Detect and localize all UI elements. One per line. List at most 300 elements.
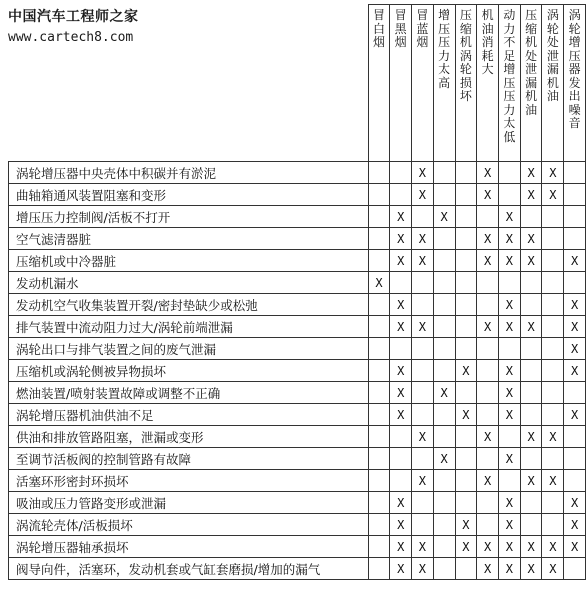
x-mark: X xyxy=(570,341,579,356)
table-row xyxy=(9,514,586,536)
mark-cell xyxy=(542,492,564,514)
table-row xyxy=(9,338,586,360)
mark-cell xyxy=(412,404,434,426)
mark-cell xyxy=(368,250,390,272)
mark-cell xyxy=(433,360,455,382)
mark-cell xyxy=(520,470,542,492)
mark-cell xyxy=(412,360,434,382)
mark-cell xyxy=(520,162,542,184)
header-char: 消 xyxy=(481,35,494,49)
mark-cell xyxy=(433,536,455,558)
x-mark: X xyxy=(462,539,470,554)
mark-cell xyxy=(455,294,477,316)
header-char: 足 xyxy=(503,48,516,63)
column-header-text xyxy=(499,5,520,144)
x-mark: X xyxy=(484,231,492,246)
mark-cell xyxy=(542,206,564,228)
mark-cell xyxy=(564,470,586,492)
header-char: 蓝 xyxy=(416,21,429,36)
table-row xyxy=(9,316,586,338)
x-mark: X xyxy=(570,517,579,532)
mark-cell xyxy=(498,316,520,338)
mark-cell xyxy=(498,184,520,206)
mark-cell xyxy=(455,558,477,580)
mark-cell xyxy=(498,470,520,492)
mark-cell xyxy=(412,448,434,470)
table-row xyxy=(9,492,586,514)
header-char: 涡 xyxy=(568,8,581,22)
x-mark: X xyxy=(549,473,557,488)
x-mark: X xyxy=(440,451,448,466)
header-char: 机 xyxy=(525,89,538,103)
mark-cell xyxy=(390,426,412,448)
table-row xyxy=(9,536,586,558)
mark-cell xyxy=(412,338,434,360)
x-mark: X xyxy=(484,539,492,554)
mark-cell xyxy=(368,426,390,448)
column-header-8 xyxy=(520,5,542,162)
mark-cell xyxy=(368,228,390,250)
x-mark: X xyxy=(397,407,405,422)
x-mark: X xyxy=(484,319,492,334)
x-mark: X xyxy=(397,561,405,576)
mark-cell xyxy=(542,404,564,426)
mark-cell xyxy=(455,250,477,272)
mark-cell xyxy=(520,404,542,426)
x-mark: X xyxy=(397,385,405,400)
header-char: 力 xyxy=(438,48,451,63)
mark-cell xyxy=(564,338,586,360)
x-mark: X xyxy=(527,165,535,180)
header-char: 压 xyxy=(525,8,538,22)
mark-cell xyxy=(368,272,390,294)
mark-cell xyxy=(542,338,564,360)
x-mark: X xyxy=(570,495,579,510)
mark-cell xyxy=(498,558,520,580)
header-char: 烟 xyxy=(394,35,407,49)
header-char: 处 xyxy=(546,35,559,49)
table-row xyxy=(9,426,586,448)
table-row xyxy=(9,558,586,580)
mark-cell xyxy=(390,536,412,558)
x-mark: X xyxy=(462,407,470,422)
x-mark: X xyxy=(418,165,427,180)
mark-cell xyxy=(564,514,586,536)
header-char: 增 xyxy=(503,62,516,76)
column-header-text xyxy=(390,5,411,50)
header-char: 缩 xyxy=(525,21,538,36)
table-body xyxy=(9,162,586,580)
mark-cell xyxy=(542,536,564,558)
row-label: 燃油装置/喷射装置故障或调整不正确 xyxy=(9,382,369,404)
mark-cell xyxy=(390,294,412,316)
mark-cell xyxy=(520,536,542,558)
x-mark: X xyxy=(484,165,492,180)
mark-cell xyxy=(390,272,412,294)
mark-cell xyxy=(455,492,477,514)
mark-cell xyxy=(542,514,564,536)
mark-cell xyxy=(542,228,564,250)
mark-cell xyxy=(368,448,390,470)
mark-cell xyxy=(477,294,499,316)
mark-cell xyxy=(455,162,477,184)
row-label: 涡轮出口与排气装置之间的废气泄漏 xyxy=(9,338,369,360)
mark-cell xyxy=(368,382,390,404)
x-mark: X xyxy=(505,561,513,576)
mark-cell xyxy=(477,404,499,426)
mark-cell xyxy=(520,272,542,294)
mark-cell xyxy=(498,272,520,294)
mark-cell xyxy=(455,184,477,206)
mark-cell xyxy=(412,184,434,206)
header-char: 处 xyxy=(525,48,538,63)
mark-cell xyxy=(368,316,390,338)
mark-cell xyxy=(433,404,455,426)
x-mark: X xyxy=(397,539,405,554)
x-mark: X xyxy=(397,231,405,246)
mark-cell xyxy=(520,206,542,228)
x-mark: X xyxy=(462,363,470,378)
x-mark: X xyxy=(505,407,513,422)
mark-cell xyxy=(390,338,412,360)
mark-cell xyxy=(477,558,499,580)
table-row xyxy=(9,184,586,206)
mark-cell xyxy=(412,316,434,338)
mark-cell xyxy=(520,492,542,514)
mark-cell xyxy=(564,448,586,470)
x-mark: X xyxy=(418,429,427,444)
mark-cell xyxy=(542,470,564,492)
table-row xyxy=(9,360,586,382)
mark-cell xyxy=(455,272,477,294)
mark-cell xyxy=(455,316,477,338)
x-mark: X xyxy=(527,429,535,444)
mark-cell xyxy=(564,382,586,404)
x-mark: X xyxy=(418,253,427,268)
mark-cell xyxy=(520,316,542,338)
mark-cell xyxy=(498,536,520,558)
mark-cell xyxy=(498,360,520,382)
mark-cell xyxy=(368,206,390,228)
mark-cell xyxy=(368,360,390,382)
table-row xyxy=(9,470,586,492)
row-label: 涡轮增压器中央壳体中积碳并有淤泥 xyxy=(9,162,369,184)
x-mark: X xyxy=(570,319,579,334)
mark-cell xyxy=(433,558,455,580)
mark-cell xyxy=(520,558,542,580)
x-mark: X xyxy=(570,407,579,422)
mark-cell xyxy=(433,514,455,536)
x-mark: X xyxy=(397,297,405,312)
row-label: 供油和排放管路阻塞，泄漏或变形 xyxy=(9,426,369,448)
mark-cell xyxy=(455,338,477,360)
mark-cell xyxy=(520,448,542,470)
mark-cell xyxy=(477,492,499,514)
row-label: 涡轮增压器轴承损坏 xyxy=(9,536,369,558)
table-row xyxy=(9,294,586,316)
table-row xyxy=(9,404,586,426)
column-header-2 xyxy=(390,5,412,162)
mark-cell xyxy=(542,294,564,316)
mark-cell xyxy=(390,228,412,250)
mark-cell xyxy=(368,514,390,536)
column-header-text xyxy=(477,5,498,77)
x-mark: X xyxy=(505,517,513,532)
mark-cell xyxy=(412,470,434,492)
header-char: 太 xyxy=(438,62,451,76)
x-mark: X xyxy=(505,253,513,268)
header-char: 耗 xyxy=(481,48,494,63)
header-char: 轮 xyxy=(546,21,559,36)
header-char: 油 xyxy=(546,89,559,103)
header-char: 油 xyxy=(525,102,538,117)
x-mark: X xyxy=(527,253,535,268)
mark-cell xyxy=(498,338,520,360)
header-char: 烟 xyxy=(372,35,385,49)
mark-cell xyxy=(498,404,520,426)
header-char: 白 xyxy=(372,21,385,36)
x-mark: X xyxy=(549,561,557,576)
mark-cell xyxy=(455,360,477,382)
mark-cell xyxy=(542,162,564,184)
table-row xyxy=(9,272,586,294)
mark-cell xyxy=(390,470,412,492)
mark-cell xyxy=(564,316,586,338)
x-mark: X xyxy=(505,209,513,224)
x-mark: X xyxy=(375,275,383,290)
header-char: 漏 xyxy=(546,62,559,76)
x-mark: X xyxy=(418,561,427,576)
mark-cell xyxy=(564,492,586,514)
mark-cell xyxy=(368,492,390,514)
mark-cell xyxy=(477,272,499,294)
column-header-7 xyxy=(498,5,520,162)
column-header-10 xyxy=(564,5,586,162)
x-mark: X xyxy=(527,187,535,202)
mark-cell xyxy=(477,250,499,272)
watermark-logo xyxy=(8,6,139,45)
header-char: 压 xyxy=(438,35,451,49)
table-row xyxy=(9,250,586,272)
header-char: 坏 xyxy=(459,89,472,103)
header-char: 压 xyxy=(503,75,516,90)
mark-cell xyxy=(433,294,455,316)
mark-cell xyxy=(390,162,412,184)
x-mark: X xyxy=(484,561,492,576)
column-header-text xyxy=(412,5,433,50)
row-label: 活塞环形密封环损坏 xyxy=(9,470,369,492)
mark-cell xyxy=(390,382,412,404)
header-char: 轮 xyxy=(568,21,581,36)
mark-cell xyxy=(498,492,520,514)
mark-cell xyxy=(520,382,542,404)
column-header-6 xyxy=(477,5,499,162)
mark-cell xyxy=(564,558,586,580)
watermark-url-text: www.cartech8.com xyxy=(8,30,134,45)
mark-cell xyxy=(542,360,564,382)
mark-cell xyxy=(520,294,542,316)
row-label: 涡轮增压器机油供油不足 xyxy=(9,404,369,426)
mark-cell xyxy=(433,470,455,492)
mark-cell xyxy=(498,206,520,228)
mark-cell xyxy=(564,426,586,448)
mark-cell xyxy=(498,228,520,250)
mark-cell xyxy=(455,536,477,558)
x-mark: X xyxy=(505,297,513,312)
x-mark: X xyxy=(418,473,427,488)
mark-cell xyxy=(477,448,499,470)
x-mark: X xyxy=(397,517,405,532)
column-header-3 xyxy=(412,5,434,162)
row-label: 排气装置中流动阻力过大/涡轮前端泄漏 xyxy=(9,316,369,338)
x-mark: X xyxy=(397,253,405,268)
mark-cell xyxy=(477,536,499,558)
header-char: 机 xyxy=(481,8,494,22)
mark-cell xyxy=(477,316,499,338)
column-header-1 xyxy=(368,5,390,162)
mark-cell xyxy=(542,316,564,338)
x-mark: X xyxy=(549,165,557,180)
x-mark: X xyxy=(418,231,427,246)
row-label: 涡流轮壳体/活板损坏 xyxy=(9,514,369,536)
column-header-4 xyxy=(433,5,455,162)
mark-cell xyxy=(412,162,434,184)
x-mark: X xyxy=(484,429,492,444)
row-label: 至调节活板阀的控制管路有故障 xyxy=(9,448,369,470)
mark-cell xyxy=(477,360,499,382)
header-char: 黑 xyxy=(394,21,407,36)
x-mark: X xyxy=(505,363,513,378)
header-char: 机 xyxy=(459,35,472,49)
x-mark: X xyxy=(527,561,535,576)
mark-cell xyxy=(368,470,390,492)
x-mark: X xyxy=(549,429,557,444)
mark-cell xyxy=(390,184,412,206)
mark-cell xyxy=(542,250,564,272)
header-char: 损 xyxy=(459,75,472,90)
mark-cell xyxy=(455,404,477,426)
mark-cell xyxy=(542,382,564,404)
header-char: 发 xyxy=(568,75,581,90)
mark-cell xyxy=(477,184,499,206)
mark-cell xyxy=(477,470,499,492)
x-mark: X xyxy=(484,187,492,202)
header-char: 泄 xyxy=(525,62,538,76)
mark-cell xyxy=(477,338,499,360)
header-char: 压 xyxy=(568,48,581,63)
x-mark: X xyxy=(397,319,405,334)
x-mark: X xyxy=(440,209,448,224)
x-mark: X xyxy=(527,539,535,554)
header-char: 太 xyxy=(503,116,516,130)
mark-cell xyxy=(542,184,564,206)
x-mark: X xyxy=(527,319,535,334)
mark-cell xyxy=(564,536,586,558)
mark-cell xyxy=(368,184,390,206)
mark-cell xyxy=(455,470,477,492)
header-char: 动 xyxy=(503,8,516,22)
x-mark: X xyxy=(505,231,513,246)
mark-cell xyxy=(498,514,520,536)
column-header-text xyxy=(542,5,563,104)
header-char: 增 xyxy=(438,8,451,22)
mark-cell xyxy=(564,228,586,250)
mark-cell xyxy=(433,228,455,250)
header-char: 增 xyxy=(568,35,581,49)
x-mark: X xyxy=(505,319,513,334)
row-label: 增压压力控制阀/活板不打开 xyxy=(9,206,369,228)
x-mark: X xyxy=(549,539,557,554)
mark-cell xyxy=(477,162,499,184)
mark-cell xyxy=(455,514,477,536)
header-char: 压 xyxy=(459,8,472,22)
mark-cell xyxy=(412,228,434,250)
mark-cell xyxy=(542,558,564,580)
mark-cell xyxy=(520,250,542,272)
header-char: 机 xyxy=(546,75,559,90)
x-mark: X xyxy=(505,451,513,466)
x-mark: X xyxy=(418,539,427,554)
mark-cell xyxy=(498,426,520,448)
mark-cell xyxy=(498,250,520,272)
mark-cell xyxy=(412,426,434,448)
column-header-9 xyxy=(542,5,564,162)
mark-cell xyxy=(477,382,499,404)
mark-cell xyxy=(390,558,412,580)
mark-cell xyxy=(455,228,477,250)
mark-cell xyxy=(498,294,520,316)
header-char: 油 xyxy=(481,21,494,36)
mark-cell xyxy=(390,448,412,470)
mark-cell xyxy=(477,514,499,536)
mark-cell xyxy=(368,536,390,558)
row-label: 吸油或压力管路变形或泄漏 xyxy=(9,492,369,514)
mark-cell xyxy=(433,382,455,404)
mark-cell xyxy=(390,250,412,272)
x-mark: X xyxy=(418,319,427,334)
table-row xyxy=(9,228,586,250)
mark-cell xyxy=(455,426,477,448)
header-char: 大 xyxy=(481,62,494,76)
mark-cell xyxy=(455,448,477,470)
mark-cell xyxy=(433,184,455,206)
mark-cell xyxy=(433,492,455,514)
x-mark: X xyxy=(397,209,405,224)
mark-cell xyxy=(520,338,542,360)
mark-cell xyxy=(498,162,520,184)
mark-cell xyxy=(520,426,542,448)
mark-cell xyxy=(498,382,520,404)
mark-cell xyxy=(542,448,564,470)
x-mark: X xyxy=(418,187,427,202)
mark-cell xyxy=(412,272,434,294)
x-mark: X xyxy=(440,385,448,400)
row-label: 阀导向件，活塞环，发动机套或气缸套磨损/增加的漏气 xyxy=(9,558,369,580)
mark-cell xyxy=(433,206,455,228)
mark-cell xyxy=(498,448,520,470)
header-char: 高 xyxy=(438,75,451,90)
mark-cell xyxy=(390,360,412,382)
table-row xyxy=(9,162,586,184)
x-mark: X xyxy=(462,517,470,532)
header-char: 低 xyxy=(503,129,516,144)
mark-cell xyxy=(412,536,434,558)
mark-cell xyxy=(433,162,455,184)
mark-cell xyxy=(433,338,455,360)
column-header-text xyxy=(456,5,477,104)
x-mark: X xyxy=(505,385,513,400)
mark-cell xyxy=(477,228,499,250)
